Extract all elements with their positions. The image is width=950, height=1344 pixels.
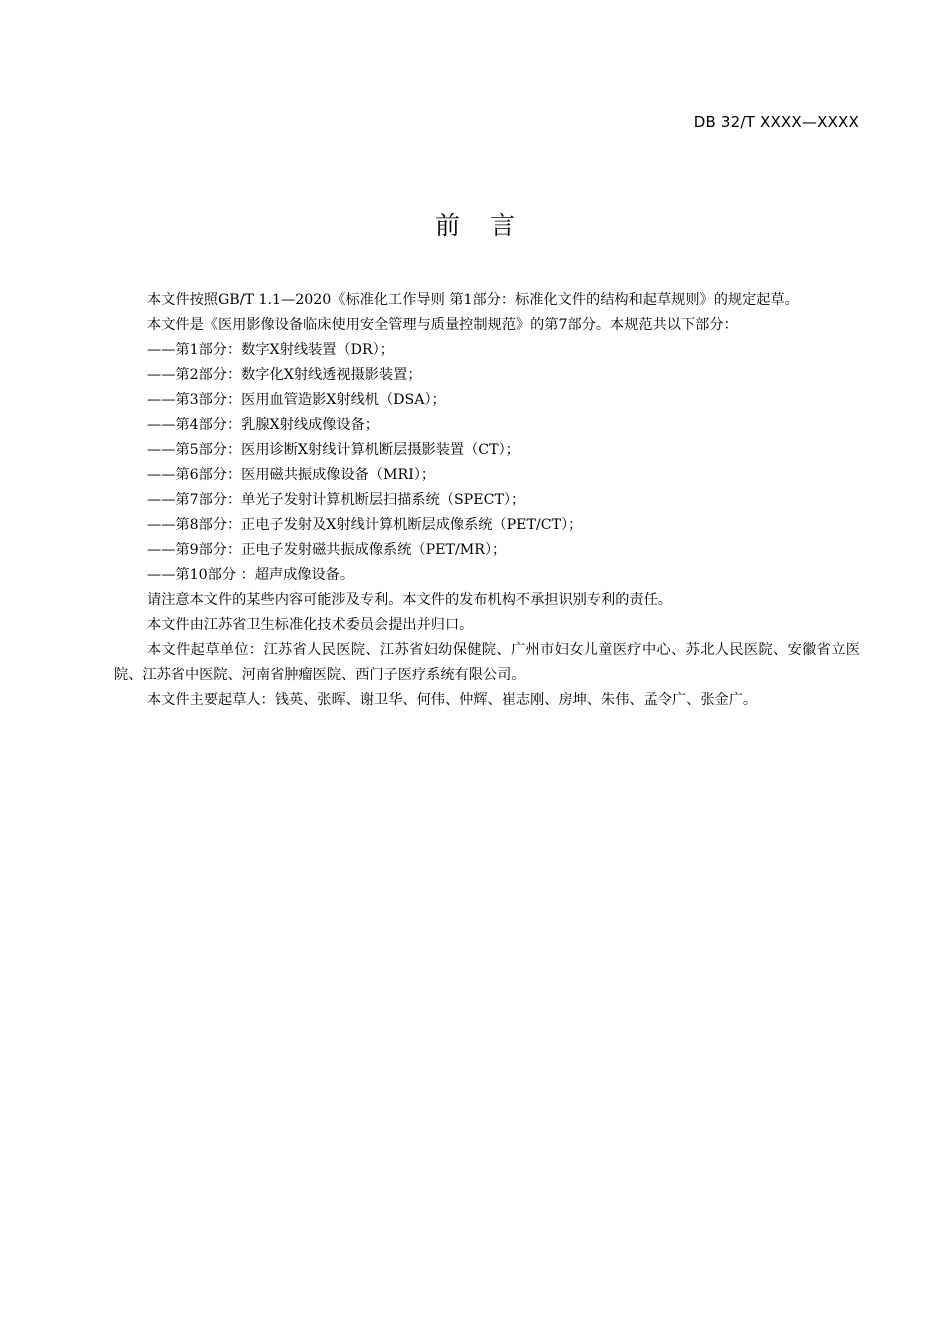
part-list-item: ——第4部分：乳腺X射线成像设备； [147,417,379,433]
drafting-units-paragraph: 本文件起草单位：江苏省人民医院、江苏省妇幼保健院、广州市妇女儿童医疗中心、苏北人民医院、安徽省立医院、江苏省中医院、河南省肿瘤医院、西门子医疗系统有限公司。 [114,642,860,683]
drafters-paragraph: 本文件主要起草人：钱英、张晖、谢卫华、何伟、仲辉、崔志刚、房坤、朱伟、孟令广、张金广。 [147,692,758,708]
part-list-item: ——第5部分：医用诊断X射线计算机断层摄影装置（CT）； [147,442,520,458]
part-list-item: ——第6部分：医用磁共振成像设备（MRI）； [147,467,436,483]
part-list-item: ——第1部分：数字X射线装置（DR）； [147,342,394,358]
part-list-item: ——第2部分：数字化X射线透视摄影装置； [147,367,422,383]
part-list-item: ——第7部分：单光子发射计算机断层扫描系统（SPECT）； [147,492,526,508]
intro-paragraph: 本文件按照GB/T 1.1—2020《标准化工作导则 第1部分：标准化文件的结构和起草规则》的规定起草。 [147,292,799,308]
part-list-item: ——第9部分：正电子发射磁共振成像系统（PET/MR）； [147,542,507,558]
part-list-item: ——第8部分：正电子发射及X射线计算机断层成像系统（PET/CT）； [147,517,583,533]
part-list-item: ——第3部分：医用血管造影X射线机（DSA）； [147,392,446,408]
part-list-item: ——第10部分 ：超声成像设备。 [147,567,355,583]
proposer-paragraph: 本文件由江苏省卫生标准化技术委员会提出并归口。 [147,617,474,633]
page-title: 前言 [434,211,545,240]
patent-notice: 请注意本文件的某些内容可能涉及专利。本文件的发布机构不承担识别专利的责任。 [147,592,672,608]
foreword-body [114,288,860,713]
document-code: DB 32/T XXXX—XXXX [693,113,859,131]
part-of-paragraph: 本文件是《医用影像设备临床使用安全管理与质量控制规范》的第7部分。本规范共以下部分： [147,317,738,333]
